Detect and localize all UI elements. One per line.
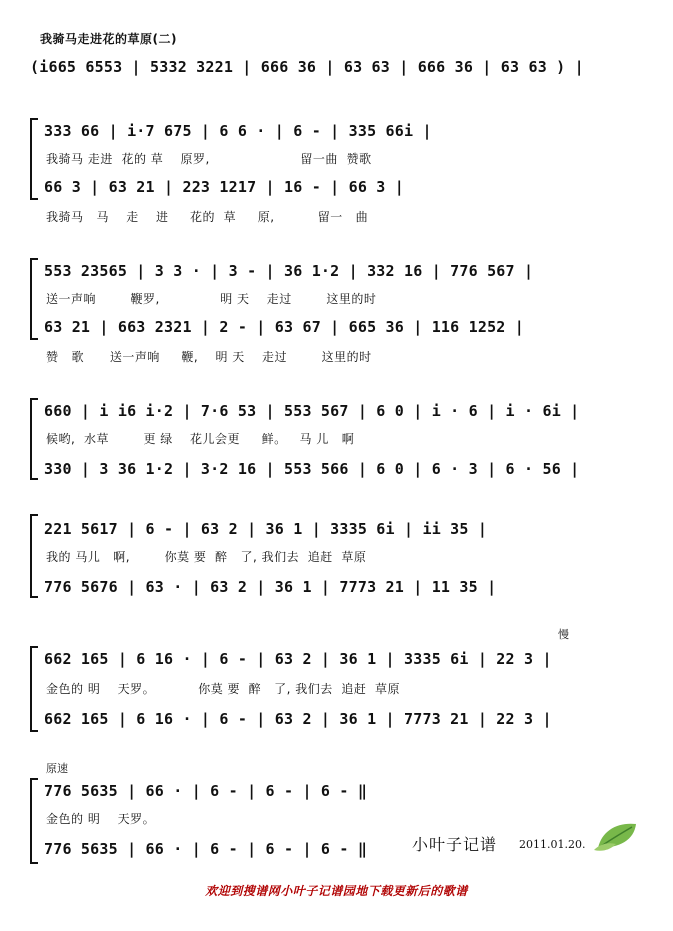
system-bracket (30, 778, 38, 864)
notation-line: 776 5676 | 63 · | 63 2 | 36 1 | 7773 21 | 11 35 | (44, 578, 497, 596)
system-bracket (30, 398, 38, 480)
lyrics-line: 候哟, 水草 更 绿 花儿会更 鲜。 马 儿 啊 (46, 432, 355, 446)
notation-line: 330 | 3 36 1·2 | 3·2 16 | 553 566 | 6 0 | 6 · 3 | 6 · 56 | (44, 460, 580, 478)
notation-line: 776 5635 | 66 · | 6 - | 6 - | 6 - ‖ (44, 782, 368, 800)
lyrics-line: 我的 马儿 啊, 你莫 要 醉 了, 我们去 追赶 草原 (46, 550, 367, 564)
notation-line: 662 165 | 6 16 · | 6 - | 63 2 | 36 1 | 3335 6i | 22 3 | (44, 650, 552, 668)
system-bracket (30, 258, 38, 340)
tempo-marking: 原速 (46, 762, 68, 775)
lyrics-line: 金色的 明 天罗。 (46, 812, 156, 826)
lyrics-line: 我骑马 走进 花的 草 原罗, 留一曲 赞歌 (46, 152, 372, 166)
system-bracket (30, 118, 38, 200)
notation-line: 553 23565 | 3 3 · | 3 - | 36 1·2 | 332 16 | 776 567 | (44, 262, 534, 280)
system-bracket (30, 514, 38, 598)
notation-line: 221 5617 | 6 - | 63 2 | 36 1 | 3335 6i | ii 35 | (44, 520, 488, 538)
lyrics-line: 送一声响 鞭罗, 明 天 走过 这里的时 (46, 292, 377, 306)
notation-line: 333 66 | i·7 675 | 6 6 · | 6 - | 335 66i | (44, 122, 432, 140)
transcription-date: 2011.01.20. (519, 838, 586, 851)
tempo-marking: 慢 (558, 628, 569, 641)
notation-line: 776 5635 | 66 · | 6 - | 6 - | 6 - ‖ (44, 840, 368, 858)
lyrics-line: 赞 歌 送一声响 鞭, 明 天 走过 这里的时 (46, 350, 372, 364)
lyrics-line: 金色的 明 天罗。 你莫 要 醉 了, 我们去 追赶 草原 (46, 682, 400, 696)
notation-line: 66 3 | 63 21 | 223 1217 | 16 - | 66 3 | (44, 178, 404, 196)
footer-note: 欢迎到搜谱网小叶子记谱园地下载更新后的歌谱 (205, 884, 468, 898)
lyrics-line: 我骑马 马 走 进 花的 草 原, 留一 曲 (46, 210, 369, 224)
notation-line: 660 | i i6 i·2 | 7·6 53 | 553 567 | 6 0 | i · 6 | i · 6i | (44, 402, 580, 420)
transcriber-signature: 小叶子记谱 (412, 835, 498, 854)
intro-line: (i665 6553 | 5332 3221 | 666 36 | 63 63 | 666 36 | 63 63 ) | (30, 58, 584, 76)
leaf-icon (592, 818, 640, 852)
system-bracket (30, 646, 38, 732)
notation-line: 63 21 | 663 2321 | 2 - | 63 67 | 665 36 | 116 1252 | (44, 318, 524, 336)
song-title: 我骑马走进花的草原(二) (40, 32, 177, 46)
notation-line: 662 165 | 6 16 · | 6 - | 63 2 | 36 1 | 7773 21 | 22 3 | (44, 710, 552, 728)
